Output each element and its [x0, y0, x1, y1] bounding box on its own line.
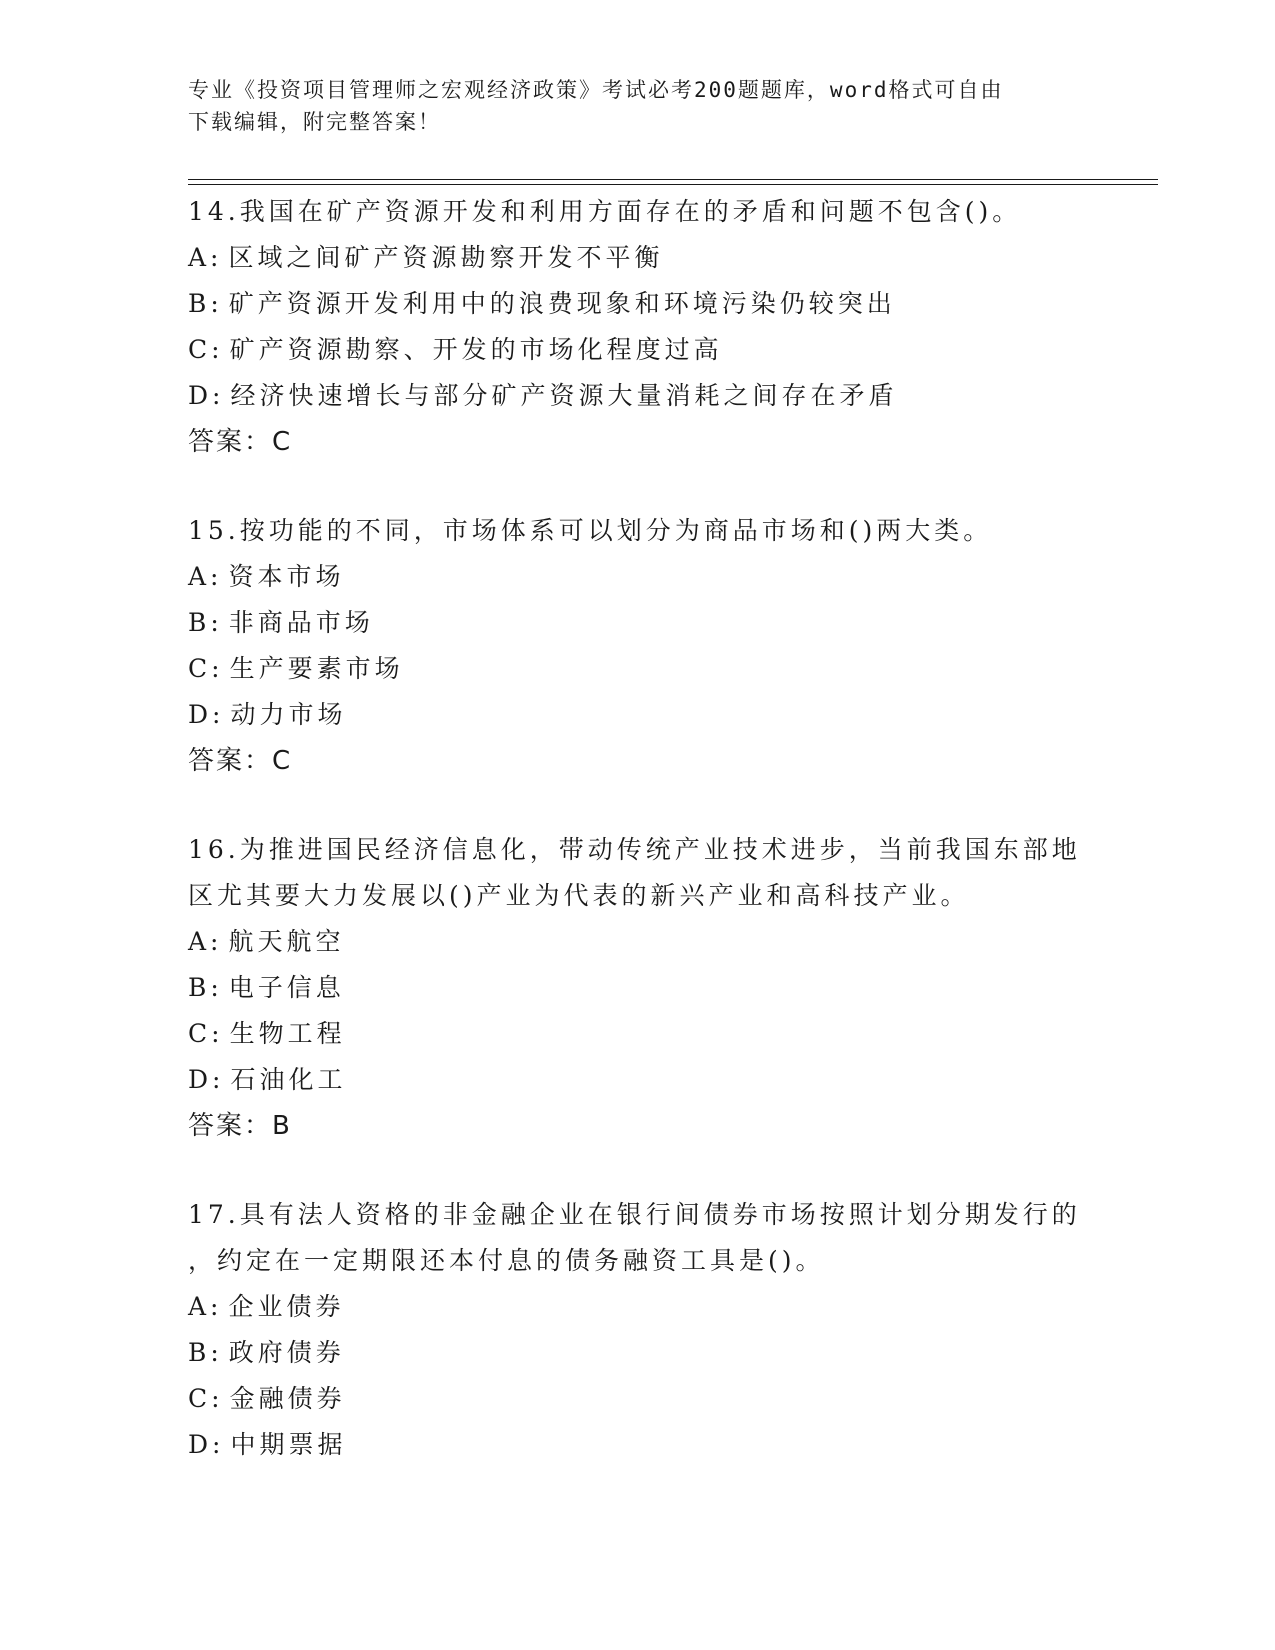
option-letter: D:: [188, 1065, 225, 1094]
option-b: [188, 1330, 1158, 1376]
option-text: 动力市场: [230, 700, 347, 729]
option-c: [188, 1011, 1158, 1057]
option-letter: D:: [188, 381, 225, 410]
question-17: [188, 1192, 1158, 1468]
header-line-2: 下载编辑，附完整答案！: [188, 110, 441, 134]
question-list: [188, 189, 1158, 1468]
option-letter: B:: [188, 1338, 223, 1367]
option-letter: A:: [188, 243, 223, 272]
option-letter: C:: [188, 1384, 224, 1413]
question-16: [188, 827, 1158, 1149]
option-letter: A:: [188, 562, 223, 591]
option-c: [188, 646, 1158, 692]
option-text: 矿产资源开发利用中的浪费现象和环境污染仍较突出: [228, 289, 896, 318]
question-stem: 14.我国在矿产资源开发和利用方面存在的矛盾和问题不包含()。: [188, 197, 1022, 226]
header-divider-top: [188, 179, 1158, 180]
option-b: [188, 281, 1158, 327]
option-d: [188, 692, 1158, 738]
question-14: [188, 189, 1158, 465]
option-letter: D:: [188, 700, 225, 729]
option-letter: B:: [188, 973, 223, 1002]
option-text: 资本市场: [228, 562, 345, 591]
option-a: [188, 919, 1158, 965]
document-header: [188, 74, 1088, 138]
option-letter: A:: [188, 927, 223, 956]
option-c: [188, 1376, 1158, 1422]
option-a: [188, 235, 1158, 281]
answer-label: 答案：C: [188, 746, 293, 776]
option-letter: C:: [188, 335, 224, 364]
option-c: [188, 327, 1158, 373]
option-text: 矿产资源勘察、开发的市场化程度过高: [229, 335, 723, 364]
option-d: [188, 1422, 1158, 1468]
question-stem: 16.为推进国民经济信息化，带动传统产业技术进步，当前我国东部地: [188, 835, 1081, 864]
option-d: [188, 373, 1158, 419]
option-a: [188, 1284, 1158, 1330]
answer-label: 答案：C: [188, 427, 293, 457]
option-text: 航天航空: [228, 927, 345, 956]
question-stem-continued: ，约定在一定期限还本付息的债务融资工具是()。: [188, 1246, 825, 1275]
option-letter: C:: [188, 1019, 224, 1048]
option-letter: B:: [188, 608, 223, 637]
option-text: 电子信息: [228, 973, 345, 1002]
header-line-1: 专业《投资项目管理师之宏观经济政策》考试必考200题题库，word格式可自由: [188, 78, 1004, 102]
option-text: 中期票据: [230, 1430, 347, 1459]
option-a: [188, 554, 1158, 600]
option-text: 政府债券: [228, 1338, 345, 1367]
question-stem: 15.按功能的不同，市场体系可以划分为商品市场和()两大类。: [188, 516, 993, 545]
option-text: 非商品市场: [228, 608, 374, 637]
header-divider-bottom: [188, 184, 1158, 185]
option-text: 生产要素市场: [229, 654, 404, 683]
option-letter: B:: [188, 289, 223, 318]
option-text: 金融债券: [229, 1384, 346, 1413]
option-b: [188, 600, 1158, 646]
answer-label: 答案：B: [188, 1111, 292, 1141]
option-text: 生物工程: [229, 1019, 346, 1048]
option-d: [188, 1057, 1158, 1103]
question-stem: 17.具有法人资格的非金融企业在银行间债券市场按照计划分期发行的: [188, 1200, 1081, 1229]
question-15: [188, 508, 1158, 784]
option-text: 企业债券: [228, 1292, 345, 1321]
option-b: [188, 965, 1158, 1011]
option-letter: D:: [188, 1430, 225, 1459]
option-text: 石油化工: [230, 1065, 347, 1094]
question-stem-continued: 区尤其要大力发展以()产业为代表的新兴产业和高科技产业。: [188, 881, 970, 910]
option-text: 经济快速增长与部分矿产资源大量消耗之间存在矛盾: [230, 381, 898, 410]
option-letter: C:: [188, 654, 224, 683]
option-letter: A:: [188, 1292, 223, 1321]
option-text: 区域之间矿产资源勘察开发不平衡: [228, 243, 664, 272]
